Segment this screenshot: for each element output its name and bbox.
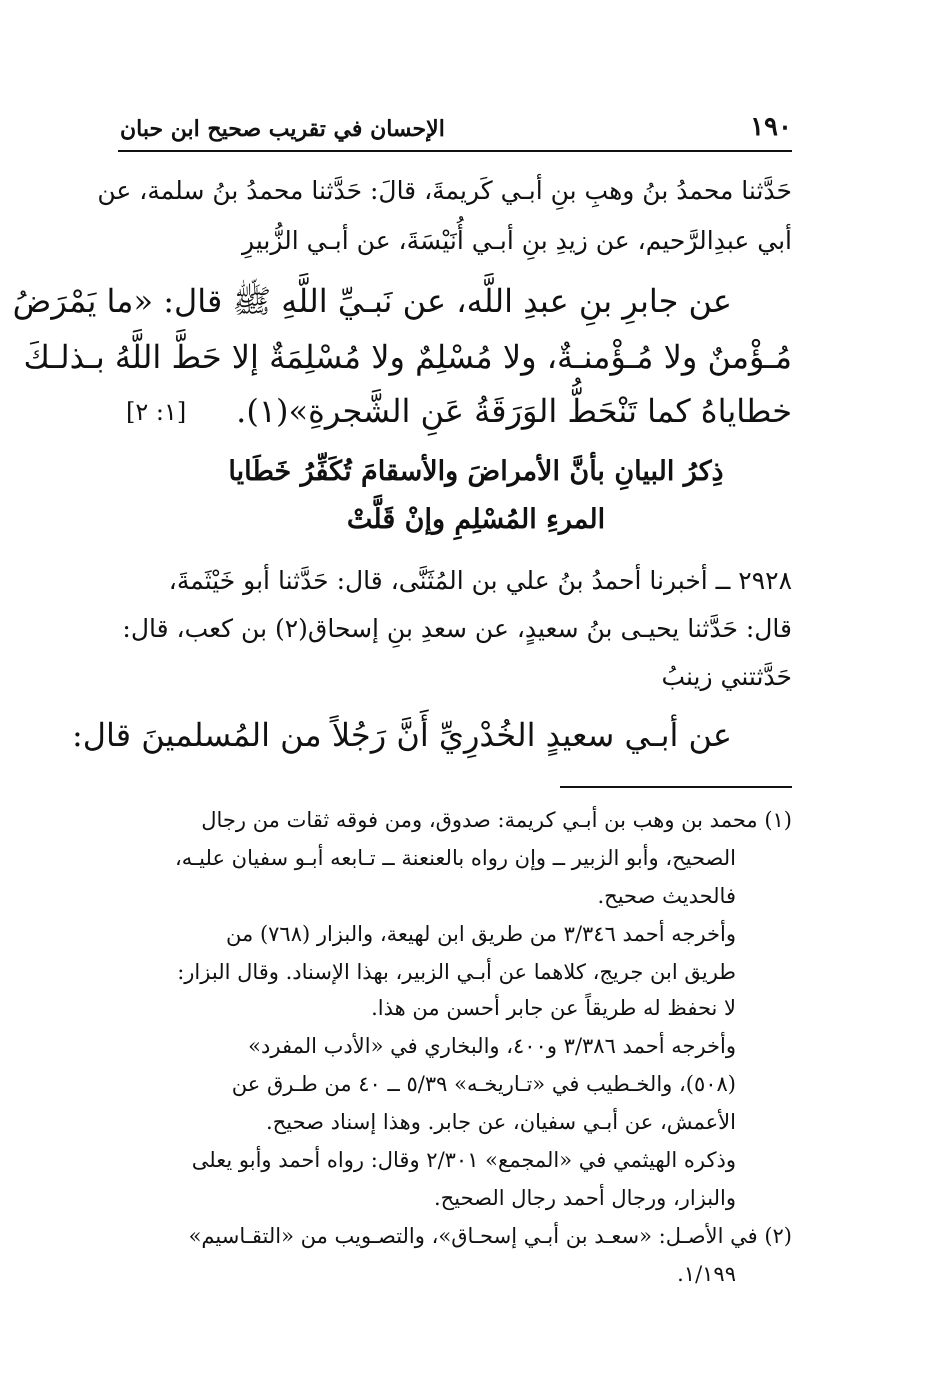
isnad-line: ٢٩٢٨ ــ أخبرنا أحمدُ بنُ علي بن المُثَنَّى، قال: حَدَّثنا أبو خَيْثَمةَ،	[168, 566, 792, 595]
footnote-line: (٥٠٨)، والخـطيب في «تـاريخـه» ٥/٣٩ ــ ٤٠ من طـرق عن	[231, 1072, 736, 1096]
page-number: ١٩٠	[750, 112, 792, 142]
footnote-line: الأعمش، عن أبـي سفيان، عن جابر. وهذا إسناد صحيح.	[266, 1110, 736, 1134]
footnote-line: (١) محمد بن وهب بن أبـي كريمة: صدوق، ومن فوقه ثقات من رجال	[201, 808, 792, 832]
footnote-line: الصحيح، وأبو الزبير ــ وإن رواه بالعنعنة ــ تـابعه أبـو سفيان عليـه،	[174, 846, 736, 870]
isnad-line: حَدَّثتني زينبُ	[661, 662, 792, 691]
footnote-line: والبزار، ورجال أحمد رجال الصحيح.	[434, 1186, 736, 1210]
footnote-line: وذكره الهيثمي في «المجمع» ٢/٣٠١ وقال: رواه أحمد وأبو يعلى	[191, 1148, 736, 1172]
footnote-line: وأخرجه أحمد ٣/٣٤٦ من طريق ابن لهيعة، والبزار (٧٦٨) من	[226, 922, 736, 946]
header-rule	[118, 150, 792, 152]
page-header	[120, 112, 792, 152]
footnote-line: طريق ابن جريج، كلاهما عن أبـي الزبير، بهذا الإسناد. وقال البزار:	[177, 960, 736, 984]
footnote-line: ١/١٩٩.	[677, 1262, 736, 1286]
running-title: الإحسان في تقريب صحيح ابن حبان	[120, 116, 445, 142]
isnad-line: أبي عبدِالرَّحيم، عن زيدِ بنِ أبـي أُنَيْسَةَ، عن أبـي الزُّبيرِ	[242, 226, 792, 255]
hadith-line: عن جابرِ بنِ عبدِ اللَّه، عن نَبـيِّ اللَّهِ ﷺ قال: «ما يَمْرَضُ	[12, 282, 732, 320]
hadith-reference: [١: ٢]	[126, 398, 187, 426]
footnote-line: (٢) في الأصـل: «سعـد بن أبـي إسحـاق»، والتصـويب من «التقـاسيم»	[188, 1224, 792, 1248]
chapter-heading: ذِكرُ البيانِ بأنَّ الأمراضَ والأسقامَ تُكَفِّرُ خَطَايا	[228, 456, 724, 487]
hadith-line: مُـؤْمنٌ ولا مُـؤْمنـةٌ، ولا مُسْلِمٌ ولا مُسْلِمَةٌ إلا حَطَّ اللَّهُ بـذلـكَ	[23, 338, 792, 376]
footnote-rule	[560, 786, 792, 788]
chapter-heading: المرءِ المُسْلِمِ وإنْ قَلَّتْ	[346, 504, 606, 535]
footnote-line: وأخرجه أحمد ٣/٣٨٦ و٤٠٠، والبخاري في «الأدب المفرد»	[248, 1034, 736, 1058]
isnad-line: قال: حَدَّثنا يحيـى بنُ سعيدٍ، عن سعدِ بنِ إسحاق(٢) بن كعب، قال:	[122, 614, 792, 643]
footnote-line: لا نحفظ له طريقاً عن جابر أحسن من هذا.	[371, 996, 736, 1020]
hadith-line: عن أبـي سعيدٍ الخُدْرِيِّ أَنَّ رَجُلاً من المُسلمينَ قال:	[71, 716, 732, 754]
isnad-line: حَدَّثنا محمدُ بنُ وهبِ بنِ أبـي كَريمةَ، قالَ: حَدَّثنا محمدُ بنُ سلمة، عن	[97, 176, 792, 205]
hadith-line: خطاياهُ كما تَنْحَطُّ الوَرَقَةُ عَنِ الشَّجرةِ»(١).	[236, 392, 792, 430]
footnote-line: فالحديث صحيح.	[597, 884, 736, 908]
